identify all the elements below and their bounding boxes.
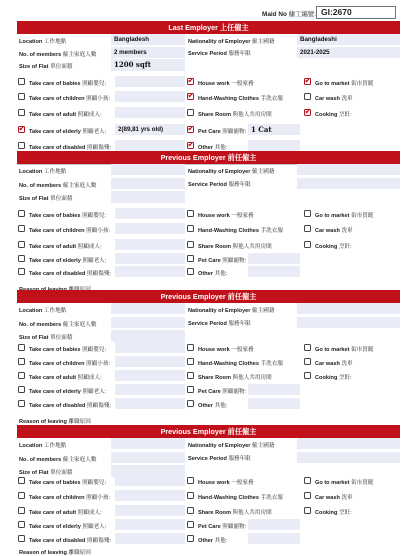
care-babies-field[interactable] [115, 475, 185, 486]
members-field[interactable] [111, 452, 185, 463]
members-label: No. of members 僱主家庭人數 [19, 52, 97, 58]
duty-cooking-label: Cooking 烹飪: [315, 112, 352, 118]
duty-pet-care-field[interactable] [248, 253, 300, 264]
duty-other-label: Other 其他: [198, 271, 228, 277]
care-elderly-label: Take care of elderly 照顧老人: [29, 129, 107, 135]
care-babies-field[interactable] [115, 342, 185, 353]
members-field[interactable]: 2 members [111, 47, 185, 58]
care-elderly-label: Take care of elderly 照顧老人: [29, 524, 107, 530]
location-label: Location 工作地點 [19, 308, 67, 314]
care-children-field[interactable] [115, 91, 185, 102]
care-adult-field[interactable] [115, 505, 185, 516]
service-period-label: Service Period 服務年限 [188, 51, 251, 57]
duty-cooking-label: Cooking 烹飪: [315, 510, 352, 516]
location-field[interactable] [111, 164, 185, 175]
care-disabled-label: Take care of disabled 照顧傷殘: [29, 271, 111, 277]
checkbox-children[interactable] [18, 358, 25, 365]
duty-house-work-label: House work 一般家務 [198, 347, 254, 353]
checkbox-pet-care[interactable] [187, 521, 194, 528]
care-disabled-field[interactable] [115, 140, 185, 151]
reason-label: Reason of leaving 離職原因 [19, 419, 91, 425]
duty-car-wash-label: Car wash 洗車 [315, 228, 353, 234]
checkbox-other[interactable] [187, 142, 194, 149]
checkbox-house-work[interactable] [187, 78, 194, 85]
duty-pet-care-label: Pet Care 照顧寵物: [198, 129, 247, 135]
checkbox-other[interactable] [187, 535, 194, 542]
checkbox-car-wash[interactable] [304, 492, 311, 499]
checkbox-cooking[interactable] [304, 372, 311, 379]
section-title-bar: Previous Employer 前任僱主 [17, 151, 400, 164]
duty-go-market-label: Go to market 街市買餸 [315, 347, 374, 353]
duty-house-work-label: House work 一般家務 [198, 480, 254, 486]
flat-size-label: Size of Flat 單位面積 [19, 64, 73, 70]
care-disabled-field[interactable] [115, 533, 185, 544]
duty-house-work-label: House work 一般家務 [198, 81, 254, 87]
members-field[interactable] [111, 178, 185, 189]
care-elderly-field[interactable] [115, 519, 185, 530]
checkbox-elderly[interactable] [18, 521, 25, 528]
checkbox-adult[interactable] [18, 109, 25, 116]
care-children-label: Take care of children 照顧小孩: [29, 96, 111, 102]
care-children-label: Take care of children 照顧小孩: [29, 228, 111, 234]
duty-other-field[interactable] [248, 533, 300, 544]
care-elderly-label: Take care of elderly 照顧老人: [29, 389, 107, 395]
flat-size-field[interactable] [111, 191, 185, 203]
duty-share-room-label: Share Room 與他人共用房間 [198, 112, 272, 118]
duty-hand-washing-label: Hand-Washing Clothes 手洗衣服 [198, 495, 283, 501]
checkbox-disabled[interactable] [18, 268, 25, 275]
location-field[interactable] [111, 303, 185, 314]
service-period-field[interactable] [297, 178, 400, 189]
duty-pet-care-label: Pet Care 照顧寵物: [198, 258, 247, 264]
checkbox-adult[interactable] [18, 507, 25, 514]
duty-house-work-label: House work 一般家務 [198, 213, 254, 219]
checkbox-adult[interactable] [18, 241, 25, 248]
location-label: Location 工作地點 [19, 39, 67, 45]
checkbox-elderly[interactable] [18, 126, 25, 133]
checkbox-other[interactable] [187, 268, 194, 275]
nationality-field[interactable] [297, 438, 400, 449]
duty-car-wash-label: Car wash 洗車 [315, 96, 353, 102]
checkbox-house-work[interactable] [187, 344, 194, 351]
checkbox-babies[interactable] [18, 210, 25, 217]
flat-size-field[interactable]: 1200 sqft [111, 59, 185, 71]
duty-pet-care-field[interactable] [248, 384, 300, 395]
location-field[interactable]: Bangladesh [111, 34, 185, 45]
duty-car-wash-label: Car wash 洗車 [315, 495, 353, 501]
duty-car-wash-label: Car wash 洗車 [315, 361, 353, 367]
checkbox-elderly[interactable] [18, 255, 25, 262]
section-title-bar: Previous Employer 前任僱主 [17, 290, 400, 303]
duty-cooking-label: Cooking 烹飪: [315, 244, 352, 250]
checkbox-car-wash[interactable] [304, 93, 311, 100]
checkbox-hand-washing[interactable] [187, 93, 194, 100]
nationality-field[interactable] [297, 164, 400, 175]
care-babies-label: Take care of babies 照顧嬰兒: [29, 480, 107, 486]
duty-share-room-label: Share Room 與他人共用房間 [198, 244, 272, 250]
care-babies-label: Take care of babies 照顧嬰兒: [29, 81, 107, 87]
checkbox-hand-washing[interactable] [187, 225, 194, 232]
care-disabled-field[interactable] [115, 266, 185, 277]
checkbox-go-market[interactable] [304, 344, 311, 351]
duty-other-label: Other 其他: [198, 145, 228, 151]
service-period-label: Service Period 服務年限 [188, 321, 251, 327]
checkbox-pet-care[interactable] [187, 126, 194, 133]
care-babies-label: Take care of babies 照顧嬰兒: [29, 347, 107, 353]
checkbox-go-market[interactable] [304, 78, 311, 85]
care-babies-label: Take care of babies 照顧嬰兒: [29, 213, 107, 219]
flat-size-label: Size of Flat 單位面積 [19, 335, 73, 341]
checkbox-house-work[interactable] [187, 210, 194, 217]
care-adult-field[interactable] [115, 370, 185, 381]
nationality-field[interactable] [297, 303, 400, 314]
checkbox-go-market[interactable] [304, 477, 311, 484]
duty-hand-washing-label: Hand-Washing Clothes 手洗衣服 [198, 228, 283, 234]
checkbox-children[interactable] [18, 225, 25, 232]
location-label: Location 工作地點 [19, 169, 67, 175]
care-children-field[interactable] [115, 490, 185, 501]
members-label: No. of members 僱主家庭人數 [19, 457, 97, 463]
nationality-label: Nationality of Employer 僱主國籍 [188, 39, 275, 45]
maid-no-field[interactable]: GI:2670 [316, 6, 396, 19]
service-period-label: Service Period 服務年限 [188, 456, 251, 462]
care-children-label: Take care of children 照顧小孩: [29, 495, 111, 501]
nationality-field[interactable]: Bangladeshi [297, 34, 400, 45]
location-label: Location 工作地點 [19, 443, 67, 449]
checkbox-children[interactable] [18, 93, 25, 100]
duty-other-label: Other 其他: [198, 538, 228, 544]
care-elderly-field[interactable] [115, 384, 185, 395]
checkbox-babies[interactable] [18, 78, 25, 85]
checkbox-pet-care[interactable] [187, 386, 194, 393]
care-elderly-field[interactable] [115, 253, 185, 264]
section-title-bar: Previous Employer 前任僱主 [17, 425, 400, 438]
duty-other-field[interactable] [248, 140, 300, 151]
care-elderly-field[interactable]: 2(89,81 yrs old) [115, 124, 185, 135]
duty-share-room-label: Share Room 與他人共用房間 [198, 375, 272, 381]
duty-share-room-label: Share Room 與他人共用房間 [198, 510, 272, 516]
checkbox-share-room[interactable] [187, 507, 194, 514]
flat-size-label: Size of Flat 單位面積 [19, 470, 73, 476]
flat-size-label: Size of Flat 單位面積 [19, 196, 73, 202]
checkbox-elderly[interactable] [18, 386, 25, 393]
checkbox-cooking[interactable] [304, 507, 311, 514]
checkbox-share-room[interactable] [187, 241, 194, 248]
duty-other-field[interactable] [248, 398, 300, 409]
checkbox-share-room[interactable] [187, 109, 194, 116]
service-period-field[interactable]: 2021-2025 [297, 47, 400, 58]
nationality-label: Nationality of Employer 僱主國籍 [188, 169, 275, 175]
checkbox-car-wash[interactable] [304, 225, 311, 232]
care-disabled-label: Take care of disabled 照顧傷殘: [29, 403, 111, 409]
checkbox-pet-care[interactable] [187, 255, 194, 262]
checkbox-hand-washing[interactable] [187, 358, 194, 365]
checkbox-disabled[interactable] [18, 400, 25, 407]
care-disabled-field[interactable] [115, 398, 185, 409]
checkbox-hand-washing[interactable] [187, 492, 194, 499]
reason-label: Reason of leaving 離職原因 [19, 550, 91, 556]
duty-hand-washing-label: Hand-Washing Clothes 手洗衣服 [198, 361, 283, 367]
duty-pet-care-field[interactable] [248, 519, 300, 530]
duty-go-market-label: Go to market 街市買餸 [315, 81, 374, 87]
care-children-label: Take care of children 照顧小孩: [29, 361, 111, 367]
checkbox-car-wash[interactable] [304, 358, 311, 365]
care-adult-field[interactable] [115, 107, 185, 118]
service-period-label: Service Period 服務年限 [188, 182, 251, 188]
care-disabled-label: Take care of disabled 照顧傷殘: [29, 538, 111, 544]
care-children-field[interactable] [115, 223, 185, 234]
care-adult-label: Take care of adult 照顧成人: [29, 112, 102, 118]
checkbox-other[interactable] [187, 400, 194, 407]
members-label: No. of members 僱主家庭人數 [19, 322, 97, 328]
care-babies-field[interactable] [115, 76, 185, 87]
checkbox-house-work[interactable] [187, 477, 194, 484]
duty-hand-washing-label: Hand-Washing Clothes 手洗衣服 [198, 96, 283, 102]
duty-pet-care-label: Pet Care 照顧寵物: [198, 524, 247, 530]
flat-size-field[interactable] [111, 330, 185, 342]
service-period-field[interactable] [297, 317, 400, 328]
nationality-label: Nationality of Employer 僱主國籍 [188, 308, 275, 314]
checkbox-babies[interactable] [18, 477, 25, 484]
duty-other-field[interactable] [248, 266, 300, 277]
duty-pet-care-label: Pet Care 照顧寵物: [198, 389, 247, 395]
checkbox-adult[interactable] [18, 372, 25, 379]
members-field[interactable] [111, 317, 185, 328]
duty-pet-care-field[interactable]: 1 Cat [248, 124, 300, 135]
checkbox-disabled[interactable] [18, 142, 25, 149]
care-adult-label: Take care of adult 照顧成人: [29, 375, 102, 381]
care-adult-label: Take care of adult 照顧成人: [29, 244, 102, 250]
members-label: No. of members 僱主家庭人數 [19, 183, 97, 189]
care-babies-field[interactable] [115, 208, 185, 219]
nationality-label: Nationality of Employer 僱主國籍 [188, 443, 275, 449]
checkbox-go-market[interactable] [304, 210, 311, 217]
checkbox-cooking[interactable] [304, 109, 311, 116]
checkbox-babies[interactable] [18, 344, 25, 351]
duty-other-label: Other 其他: [198, 403, 228, 409]
care-disabled-label: Take care of disabled 照顧傷殘: [29, 145, 111, 151]
checkbox-children[interactable] [18, 492, 25, 499]
duty-cooking-label: Cooking 烹飪: [315, 375, 352, 381]
maid-no-label: Maid No 傭工編號: [262, 11, 316, 18]
service-period-field[interactable] [297, 452, 400, 463]
care-elderly-label: Take care of elderly 照顧老人: [29, 258, 107, 264]
care-adult-label: Take care of adult 照顧成人: [29, 510, 102, 516]
duty-go-market-label: Go to market 街市買餸 [315, 480, 374, 486]
duty-go-market-label: Go to market 街市買餸 [315, 213, 374, 219]
section-title-bar: Last Employer 上任僱主 [17, 21, 400, 34]
care-children-field[interactable] [115, 356, 185, 367]
checkbox-cooking[interactable] [304, 241, 311, 248]
location-field[interactable] [111, 438, 185, 449]
care-adult-field[interactable] [115, 239, 185, 250]
checkbox-disabled[interactable] [18, 535, 25, 542]
checkbox-share-room[interactable] [187, 372, 194, 379]
